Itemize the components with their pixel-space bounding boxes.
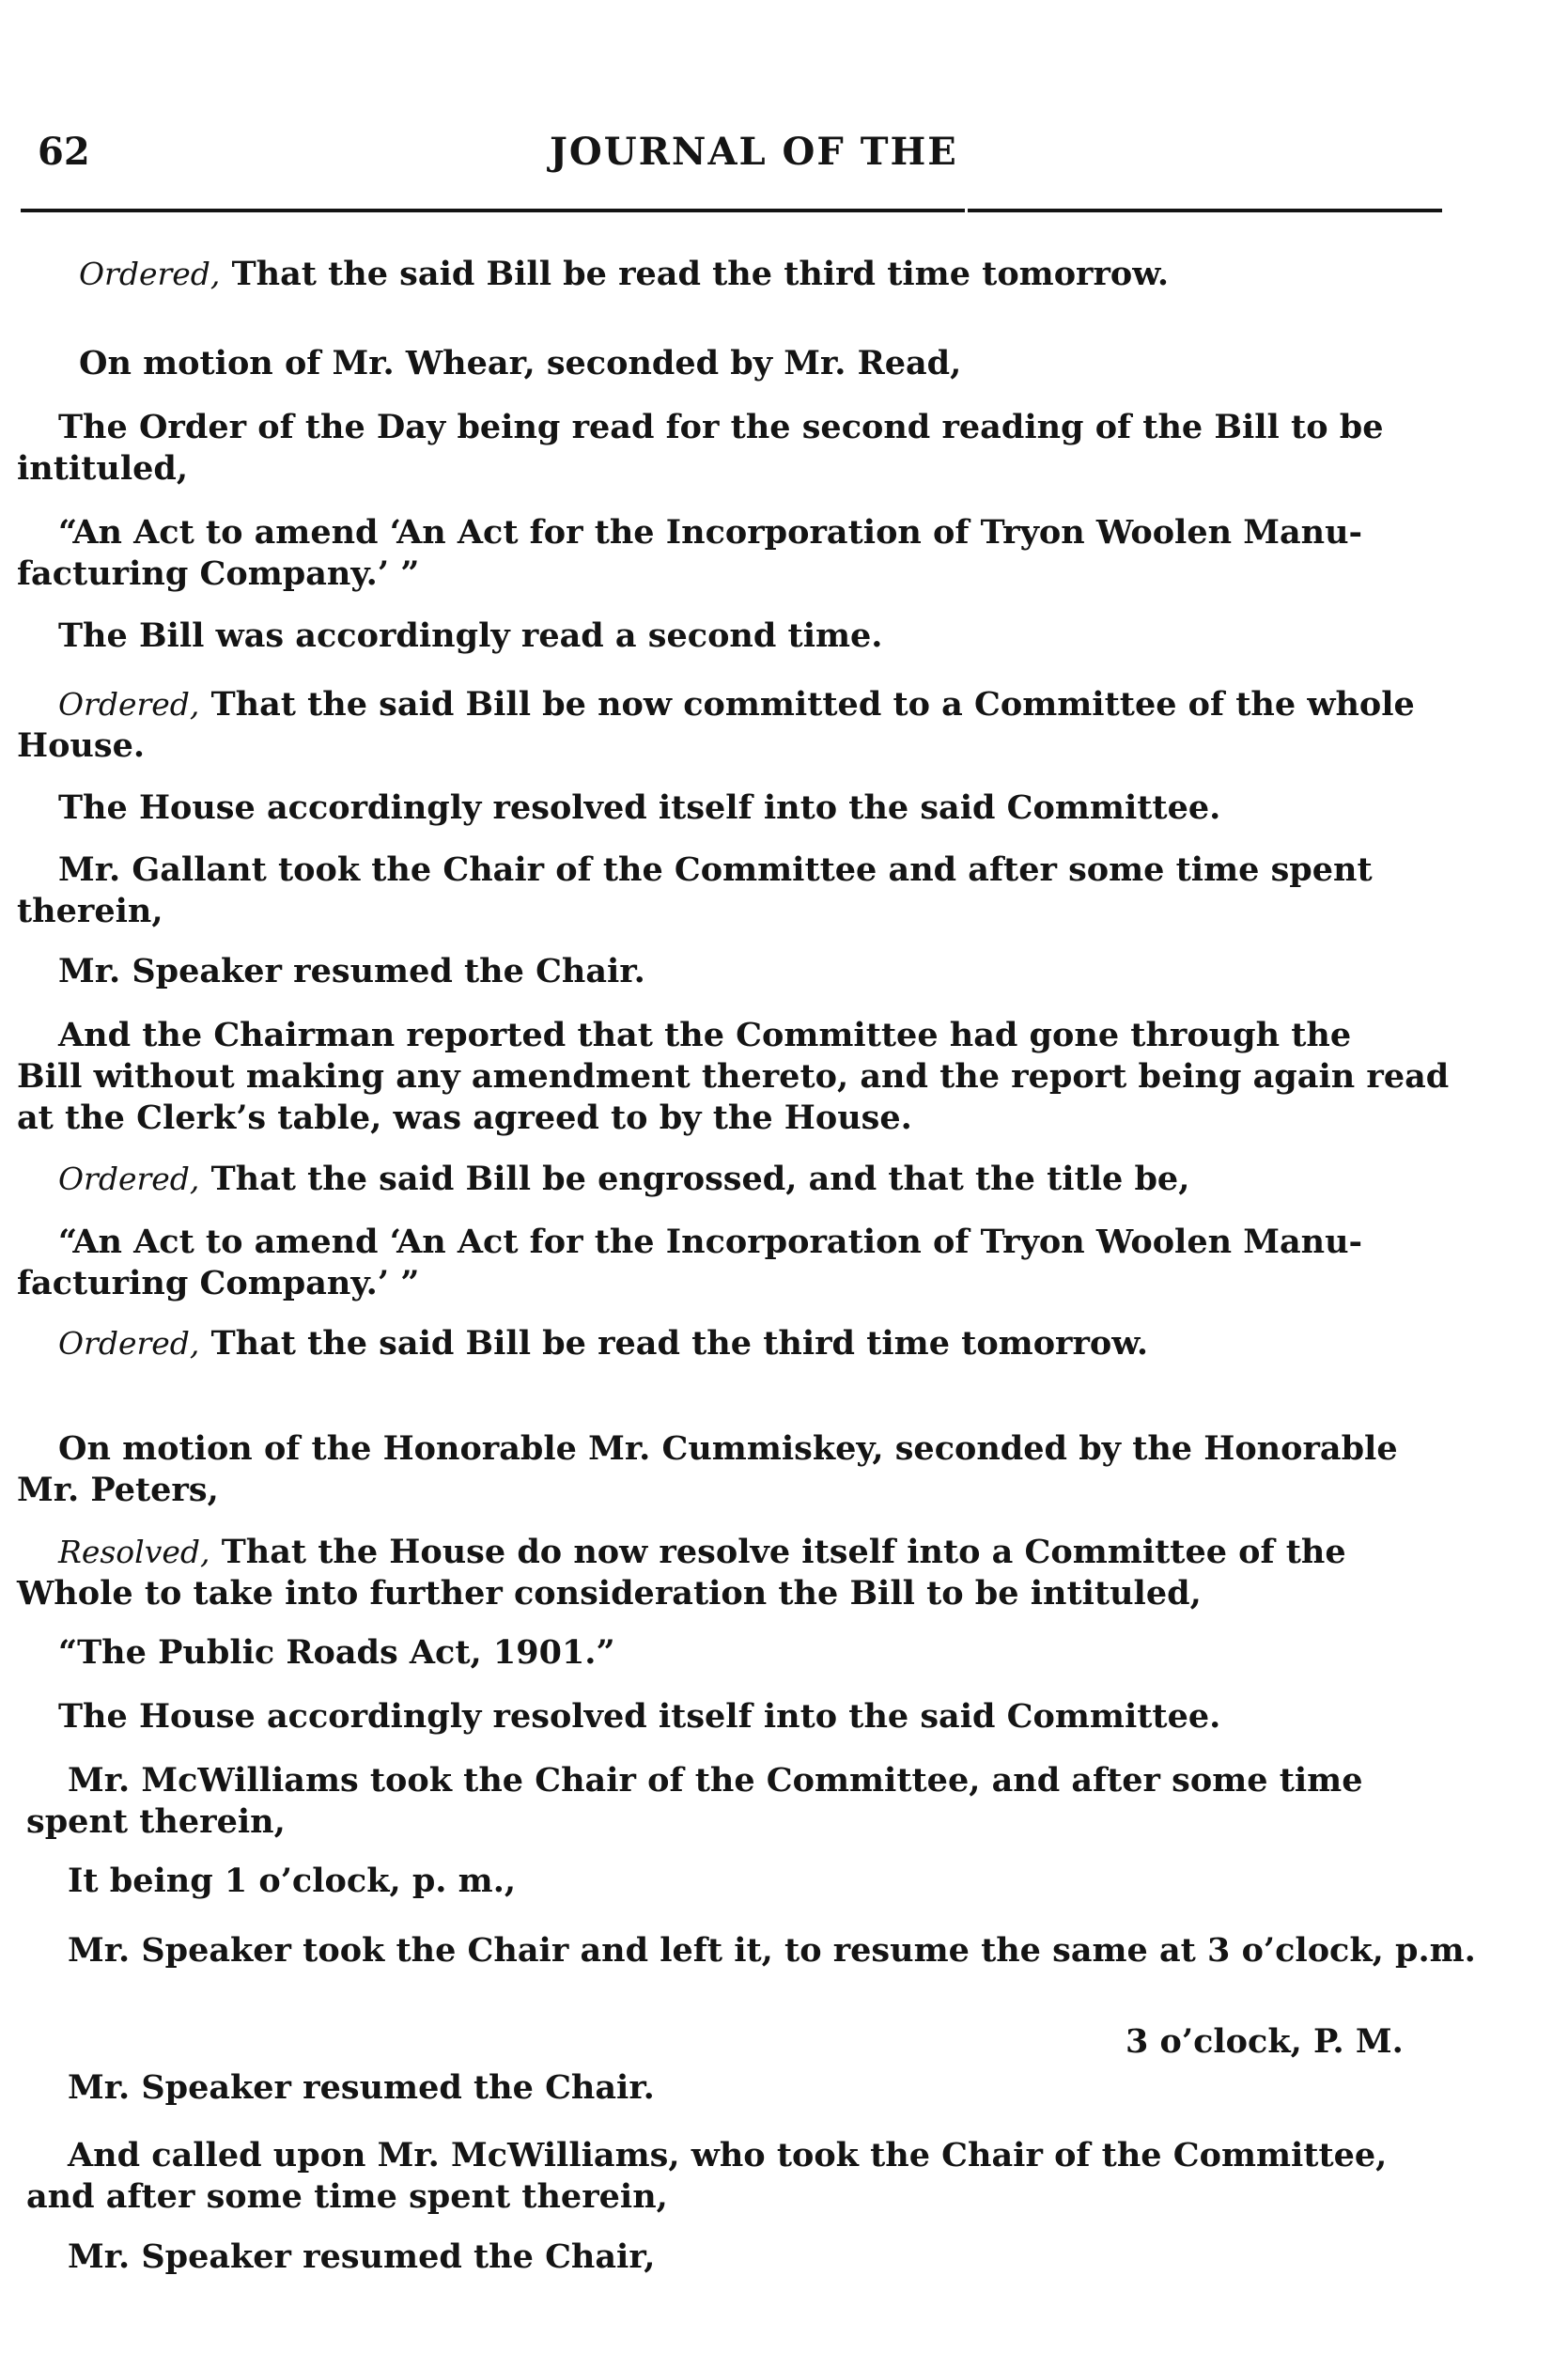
page-header [38, 130, 1437, 186]
text-line: Whole to take into further consideration the Bill to be intituled, [17, 1574, 1202, 1613]
ordered-lead: Ordered, [58, 1161, 200, 1197]
text-line: And called upon Mr. McWilliams, who took the Chair of the Committee, [68, 2136, 1388, 2174]
text-line: “The Public Roads Act, 1901.” [58, 1633, 615, 1672]
paragraph [17, 1428, 1398, 1511]
paragraph [17, 849, 1373, 932]
text-line: Bill without making any amendment thereto, and the report being again read [17, 1057, 1450, 1096]
text-line: and after some time spent therein, [26, 2177, 668, 2216]
text-line: Ordered, That the said Bill be engrossed, and that the title be, [58, 1160, 1190, 1198]
paragraph [17, 1159, 1189, 1200]
text-line: intituled, [17, 449, 189, 488]
text-line: spent therein, [26, 1802, 286, 1841]
ordered-lead: Ordered, [58, 1325, 200, 1362]
text-line: Resolved, That the House do now resolve itself into a Committee of the [58, 1533, 1346, 1571]
paragraph [26, 1930, 1476, 1972]
text-line: It being 1 o’clock, p. m., [68, 1862, 517, 1900]
text-line: facturing Company.’ ” [17, 1264, 420, 1302]
text-line: Mr. Peters, [17, 1471, 219, 1509]
paragraph [17, 1323, 1148, 1364]
paragraph [17, 951, 645, 992]
text-line: The Order of the Day being read for the second reading of the Bill to be [58, 408, 1384, 446]
header-rule [968, 209, 1442, 212]
paragraph [17, 616, 882, 657]
text-line: Mr. Speaker resumed the Chair, [68, 2237, 656, 2276]
text-line: facturing Company.’ ” [17, 554, 420, 593]
paragraph [17, 407, 1383, 490]
text-line: The House accordingly resolved itself into the said Committee. [58, 1697, 1221, 1736]
paragraph [26, 2135, 1387, 2218]
text-line: On motion of the Honorable Mr. Cummiskey, seconded by the Honorable [58, 1429, 1398, 1468]
paragraph [38, 254, 1169, 295]
resolved-lead: Resolved, [58, 1534, 210, 1570]
text-line: Ordered, That the said Bill be now committed to a Committee of the whole [58, 685, 1415, 724]
text-line: The House accordingly resolved itself into the said Committee. [58, 788, 1221, 827]
text-line: Mr. Speaker resumed the Chair. [58, 952, 645, 990]
text-line: And the Chairman reported that the Committee had gone through the [58, 1016, 1352, 1054]
page-number: 62 [38, 130, 90, 174]
paragraph [17, 684, 1415, 767]
paragraph [26, 2067, 655, 2109]
text-line: at the Clerk’s table, was agreed to by the House. [17, 1099, 912, 1137]
header-rule [21, 209, 965, 212]
paragraph [26, 2237, 655, 2278]
text-line: therein, [17, 892, 163, 930]
text-line: House. [17, 726, 146, 765]
paragraph [17, 512, 1362, 595]
text-line: “An Act to amend ‘An Act for the Incorporation of Tryon Woolen Manu- [58, 1223, 1363, 1261]
paragraph [17, 1532, 1346, 1614]
paragraph [17, 1696, 1220, 1738]
text-line: Ordered, That the said Bill be read the third time tomorrow. [58, 1324, 1149, 1363]
paragraph [38, 343, 961, 384]
running-head: JOURNAL OF THE [550, 130, 958, 174]
ordered-lead: Ordered, [79, 256, 221, 292]
time-marker: 3 o’clock, P. M. [1126, 2022, 1404, 2061]
paragraph [26, 1760, 1362, 1843]
paragraph [26, 1861, 516, 1902]
paragraph [17, 1222, 1362, 1304]
text-line: Mr. Speaker took the Chair and left it, to resume the same at 3 o’clock, p.m. [68, 1931, 1476, 1970]
text-line: The Bill was accordingly read a second time. [58, 616, 883, 655]
text-line: Mr. McWilliams took the Chair of the Committee, and after some time [68, 1761, 1363, 1800]
paragraph [17, 787, 1220, 829]
text-line: Mr. Speaker resumed the Chair. [68, 2068, 655, 2107]
ordered-lead: Ordered, [58, 686, 200, 723]
text-line: “An Act to amend ‘An Act for the Incorporation of Tryon Woolen Manu- [58, 513, 1363, 552]
text-line: Ordered, That the said Bill be read the third time tomorrow. [79, 255, 1170, 293]
text-line: On motion of Mr. Whear, seconded by Mr. Read, [79, 344, 962, 382]
text-line: Mr. Gallant took the Chair of the Committee and after some time spent [58, 850, 1373, 889]
paragraph [17, 1632, 615, 1674]
paragraph [17, 1015, 1449, 1139]
